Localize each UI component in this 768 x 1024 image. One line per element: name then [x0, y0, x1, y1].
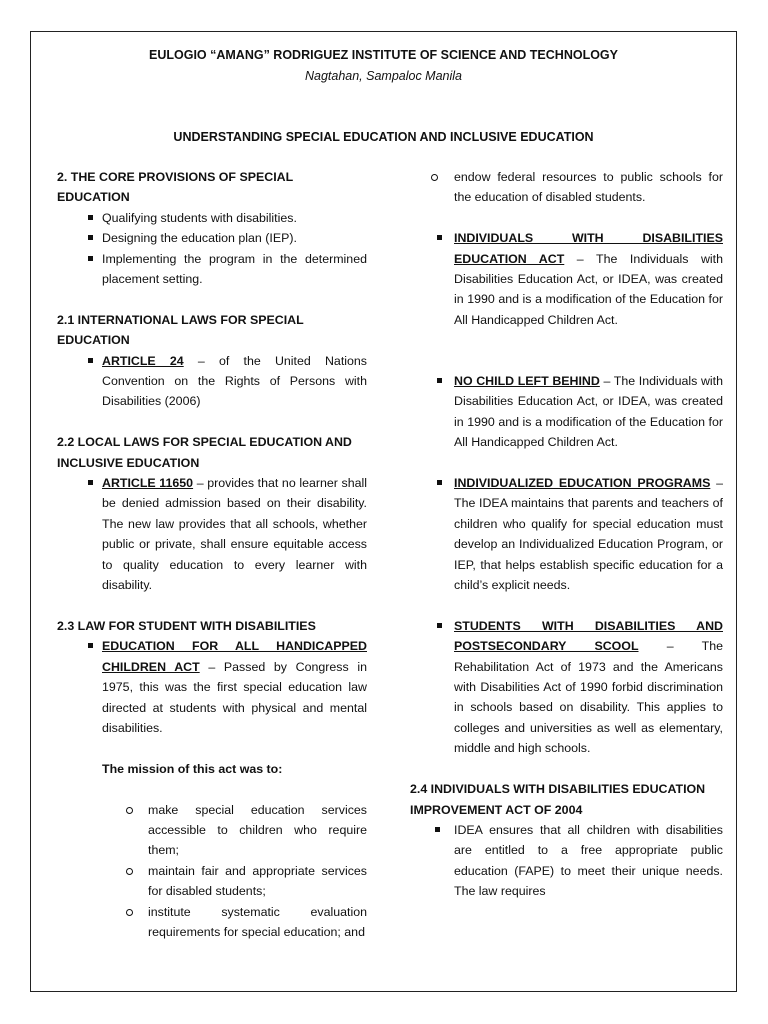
list-item: Qualifying students with disabilities. [57, 208, 367, 228]
section-heading: 2.1 INTERNATIONAL LAWS FOR SPECIAL EDUCATION [57, 312, 304, 348]
list-item [411, 228, 723, 330]
section-heading: 2.2 LOCAL LAWS FOR SPECIAL EDUCATION AND INCLUSIVE EDUCATION [57, 435, 352, 470]
law-description: – The Individuals with Disabilities Education Act, or IDEA, was created in 1990 and is a modification of the Education for All Handicapped Children Act. [454, 251, 724, 327]
left-column [57, 167, 367, 942]
mission-label: The mission of this act was to: [102, 761, 283, 776]
sub-list-item: make special education services accessible to children who require them; [57, 800, 367, 861]
law-description: – of the United Nations Convention on the Rights of Persons with Disabilities (2006) [102, 353, 367, 409]
sub-list-item: institute systematic evaluation requirements for special education; and [57, 902, 367, 943]
list-item: Designing the education plan (IEP). [57, 228, 367, 248]
sub-list-item: maintain fair and appropriate services for disabled students; [57, 861, 367, 902]
list-item [411, 371, 723, 453]
list-item [57, 473, 367, 595]
section-heading: 2.3 LAW FOR STUDENT WITH DISABILITIES [57, 618, 316, 633]
law-description: – The IDEA maintains that parents and teachers of children who qualify for special education must develop an Individualized Education Program, or IEP, that helps establish specific education for a child’s explicit needs. [454, 476, 723, 593]
law-term: ARTICLE 24 [102, 353, 184, 368]
law-term: INDIVIDUALS WITH DISABILITIES EDUCATION ACT [454, 231, 723, 266]
document-page [30, 31, 737, 992]
law-term: STUDENTS WITH DISABILITIES AND POSTSECONDARY SCOOL [454, 618, 723, 654]
sub-list-item: endow federal resources to public schools for the education of disabled students. [411, 167, 723, 208]
list-item: IDEA ensures that all children with disabilities are entitled to a free appropriate public education (FAPE) to meet their unique needs. The law requires [411, 820, 723, 902]
list-item [411, 473, 723, 595]
law-term: INDIVIDUALIZED EDUCATION PROGRAMS [454, 476, 711, 491]
law-description: – provides that no learner shall be denied admission based on their disability. The new law provides that all schools, whether public or private, shall ensure equitable access to quality education to every learner with disability. [102, 476, 367, 593]
law-term: ARTICLE 11650 [102, 476, 194, 491]
school-address: Nagtahan, Sampaloc Manila [304, 69, 463, 83]
right-column [411, 167, 723, 902]
law-term: NO CHILD LEFT BEHIND [454, 374, 600, 389]
list-item [411, 616, 723, 759]
document-title: UNDERSTANDING SPECIAL EDUCATION AND INCLUSIVE EDUCATION [173, 130, 594, 144]
section-heading: 2.4 INDIVIDUALS WITH DISABILITIES EDUCATION IMPROVEMENT ACT OF 2004 [410, 782, 706, 817]
law-description: – The Rehabilitation Act of 1973 and the Americans with Disabilities Act of 1990 forbid discrimination in schools based on disability. This applies to colleges and universities as well as elementary, middle and high schools. [454, 639, 723, 756]
section-heading: 2. THE CORE PROVISIONS OF SPECIAL EDUCATION [57, 170, 293, 205]
list-item [57, 351, 367, 412]
law-description: – Passed by Congress in 1975, this was the first special education law directed at students with physical and mental disabilities. [102, 659, 367, 735]
law-description: – The Individuals with Disabilities Education Act, or IDEA, was created in 1990 and is a modification of the Education for All Handicapped Children Act. [454, 374, 723, 450]
law-term: EDUCATION FOR ALL HANDICAPPED CHILDREN ACT [102, 639, 367, 674]
list-item: Implementing the program in the determined placement setting. [57, 249, 367, 290]
school-name: EULOGIO “AMANG” RODRIGUEZ INSTITUTE OF SCIENCE AND TECHNOLOGY [149, 48, 618, 62]
list-item [57, 636, 367, 738]
